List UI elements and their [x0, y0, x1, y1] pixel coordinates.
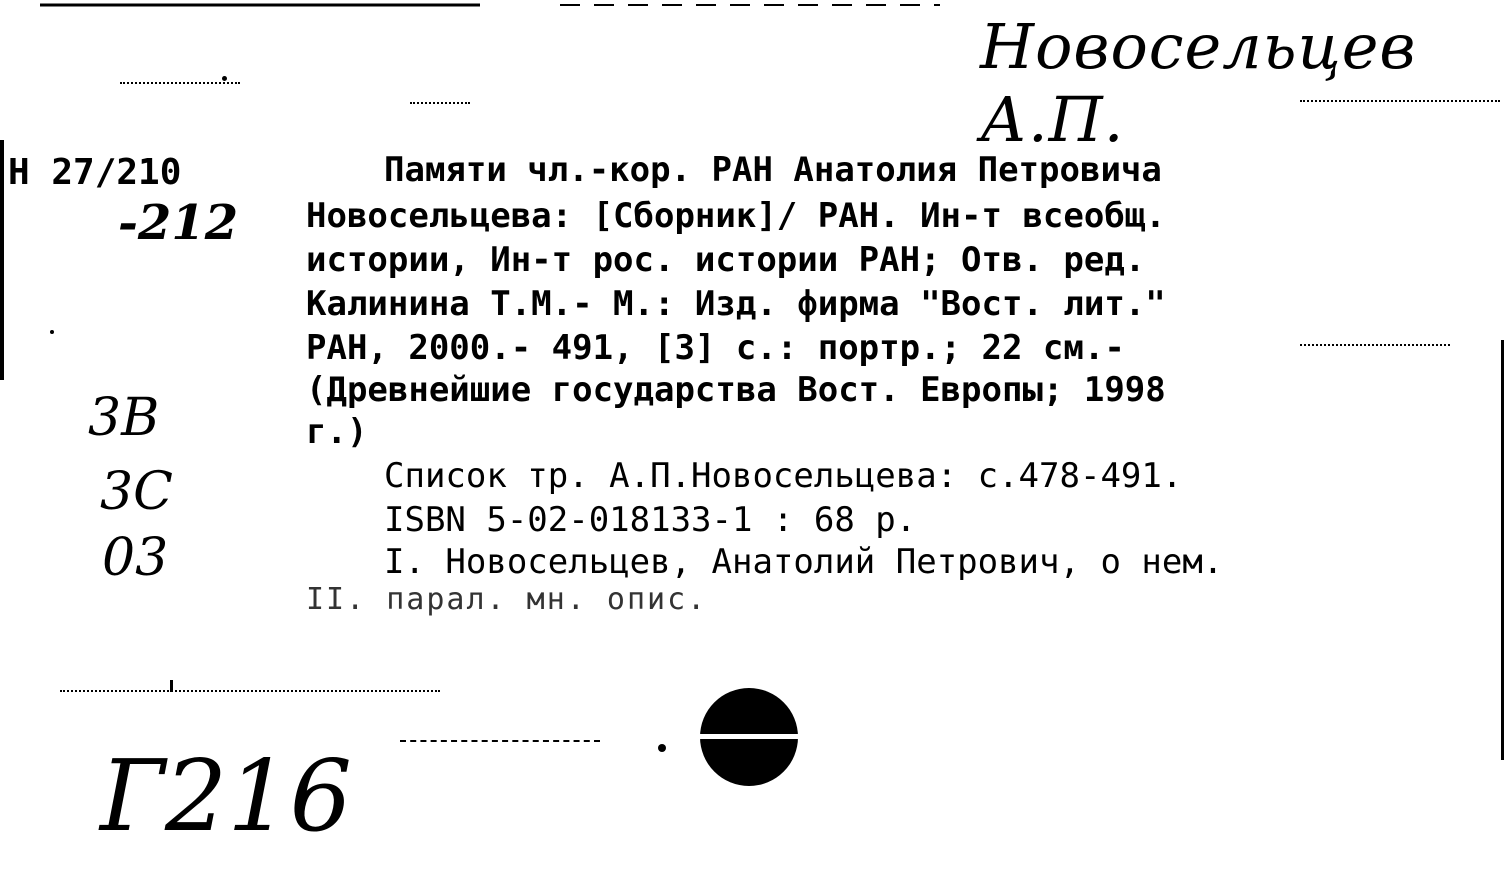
entry-line: Памяти чл.-кор. РАН Анатолия Петровича: [384, 150, 1162, 190]
scan-noise: [1300, 100, 1500, 102]
scan-speck: [222, 76, 227, 81]
faded-note-line: II. парал. мн. опис.: [306, 582, 708, 617]
scan-noise: [1300, 344, 1450, 346]
handwritten-code-side-1: 3В: [88, 388, 160, 448]
scan-noise: [120, 82, 240, 84]
scan-speck: [170, 680, 173, 692]
scan-speck: [658, 744, 666, 752]
entry-line: Калинина Т.М.- М.: Изд. фирма "Вост. лит.": [306, 284, 1166, 324]
entry-line: РАН, 2000.- 491, [3] с.: портр.; 22 см.-: [306, 328, 1125, 368]
entry-line: истории, Ин-т рос. истории РАН; Отв. ред.: [306, 240, 1146, 280]
handwritten-code-side-3: 03: [102, 528, 169, 588]
scan-noise: [410, 102, 470, 104]
entry-line: Новосельцева: [Сборник]/ РАН. Ин-т всеобщ.: [306, 196, 1166, 236]
scan-noise: [60, 690, 440, 692]
handwritten-code-top: -212: [118, 195, 239, 251]
card-top-edge: [40, 2, 1500, 8]
entry-line: (Древнейшие государства Вост. Европы; 1998: [306, 370, 1166, 410]
scan-noise: [400, 740, 600, 742]
handwritten-author-note: Новосельцев А.П.: [980, 10, 1417, 156]
handwritten-code-bottom: Г216: [100, 740, 352, 854]
note-line: Список тр. А.П.Новосельцева: с.478-491.: [384, 456, 1183, 496]
entry-line: г.): [306, 412, 368, 452]
scan-speck: [50, 330, 54, 334]
note-line: I. Новосельцев, Анатолий Петрович, о нем.: [384, 542, 1224, 582]
card-left-edge: [0, 140, 4, 380]
shelf-mark: H 27/210: [8, 152, 182, 193]
handwritten-code-side-2: 3С: [100, 462, 173, 522]
note-line: ISBN 5-02-018133-1 : 68 р.: [384, 500, 917, 540]
card-punch-slit: [700, 734, 798, 739]
